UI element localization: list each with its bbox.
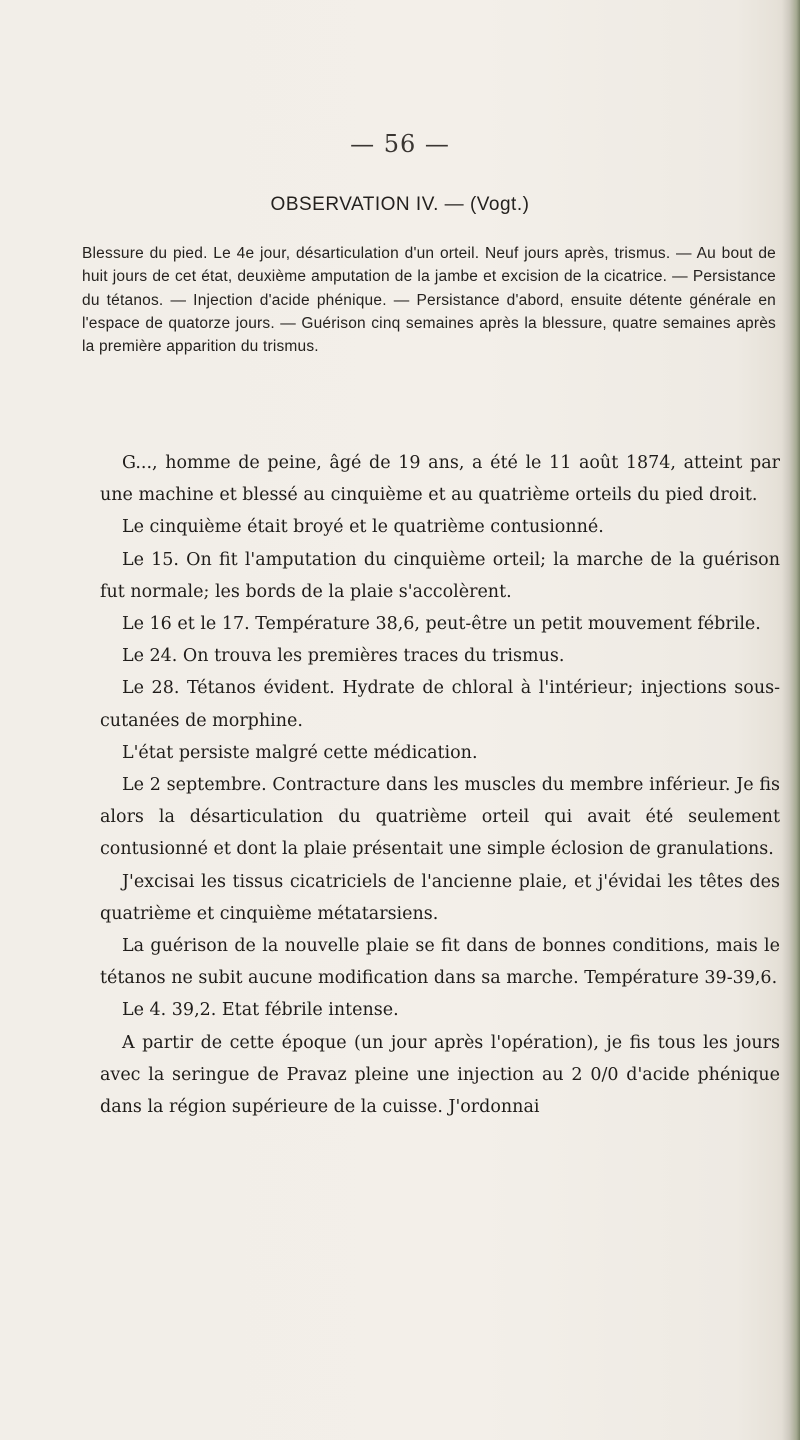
paragraph-7: L'état persiste malgré cette médication. — [122, 742, 478, 763]
paragraph-4: Le 16 et le 17. Température 38,6, peut-être un petit mouvement fébrile. — [122, 614, 761, 635]
paragraph-10: La guérison de la nouvelle plaie se fit dans de bonnes conditions, mais le tétanos ne subit aucune modification dans sa marche. Température 39-39,6. — [100, 936, 780, 989]
paragraph-11: Le 4. 39,2. Etat fébrile intense. — [122, 1000, 399, 1021]
paragraph-12: A partir de cette époque (un jour après l'opération), je fis tous les jours avec la seringue de Pravaz pleine une injection au 2 0/0 d'acide phénique dans la région supérieure de la cuisse. J'ordonnai — [100, 1032, 780, 1118]
case-narrative — [100, 447, 780, 1123]
page-edge-shadow — [782, 0, 800, 1440]
paragraph-3: Le 15. On fit l'amputation du cinquième orteil; la marche de la guérison fut normale; les bords de la plaie s'accolèrent. — [100, 549, 780, 602]
paragraph-1: G..., homme de peine, âgé de 19 ans, a été le 11 août 1874, atteint par une machine et blessé au cinquième et au quatrième orteils du pied droit. — [100, 453, 780, 506]
paragraph-5: Le 24. On trouva les premières traces du trismus. — [122, 646, 565, 667]
paragraph-9: J'excisai les tissus cicatriciels de l'ancienne plaie, et j'évidai les têtes des quatrième et cinquième métatarsiens. — [100, 871, 780, 924]
case-summary: Blessure du pied. Le 4e jour, désarticulation d'un orteil. Neuf jours après, trismus. — Au bout de huit jours de cet état, deuxième amputation de la jambe et excision de la cicatrice. — Persistance du tétanos. — Injection d'acide phénique. — Persistance d'abord, ensuite détente générale en l'espace de quatorze jours. — Guérison cinq semaines après la blessure, quatre semaines après la première apparition du trismus. — [82, 245, 776, 356]
observation-title: OBSERVATION IV. — (Vogt.) — [270, 194, 530, 215]
paragraph-2: Le cinquième était broyé et le quatrième contusionné. — [122, 517, 604, 538]
paragraph-8: Le 2 septembre. Contracture dans les muscles du membre inférieur. Je fis alors la désarticulation du quatrième orteil qui avait été seulement contusionné et dont la plaie présentait une simple éclosion de granulations. — [100, 775, 780, 860]
page-number: — 56 — — [350, 130, 450, 158]
paragraph-6: Le 28. Tétanos évident. Hydrate de chloral à l'intérieur; injections sous-cutanées de morphine. — [100, 678, 780, 731]
